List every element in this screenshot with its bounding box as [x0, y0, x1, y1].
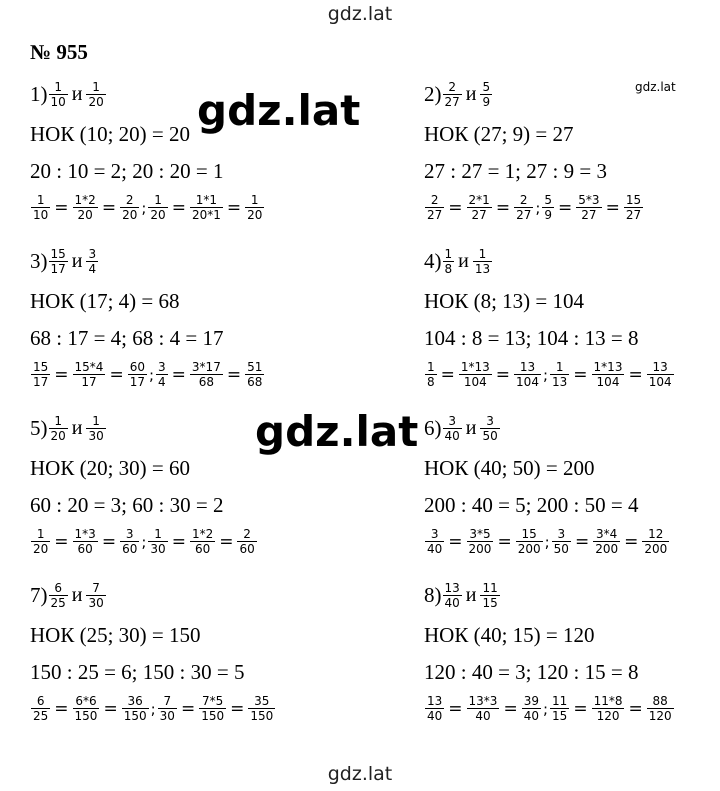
denominator: 8 — [444, 262, 453, 276]
numerator: 5 — [482, 80, 491, 94]
problem-header — [424, 247, 493, 276]
numerator: 3 — [425, 527, 444, 542]
equals-sign: = — [605, 197, 620, 218]
equals-sign: = — [628, 364, 643, 385]
numerator: 6 — [49, 581, 68, 596]
numerator: 1 — [550, 360, 569, 375]
denominator: 20 — [150, 208, 166, 222]
equals-sign: = — [180, 698, 196, 719]
equals-sign: = — [495, 197, 511, 218]
numerator: 1*3 — [74, 527, 96, 541]
numerator: 2 — [425, 193, 444, 208]
numerator: 1 — [473, 247, 492, 262]
denominator: 15 — [482, 596, 498, 610]
conjunction: и — [458, 250, 469, 272]
numerator: 88 — [647, 694, 674, 709]
numerator: 13 — [427, 694, 443, 708]
equals-sign: = — [171, 531, 186, 552]
problem-label: 5) — [30, 416, 48, 440]
numerator: 2 — [514, 193, 533, 208]
fraction — [31, 694, 50, 723]
numerator: 1 — [444, 247, 453, 261]
numerator: 1 — [427, 360, 435, 374]
equals-sign: = — [54, 364, 69, 385]
numerator: 11 — [552, 694, 568, 708]
fraction — [542, 193, 554, 222]
denominator: 104 — [596, 375, 620, 389]
numerator: 13 — [514, 360, 541, 375]
equals-sign: = — [171, 197, 186, 218]
fraction — [624, 193, 643, 222]
fraction — [425, 527, 444, 556]
numerator: 3 — [443, 414, 462, 429]
equals-sign: = — [573, 698, 588, 719]
lcm-line: НОК (25; 30) = 150 — [30, 623, 201, 647]
equals-sign: = — [440, 364, 455, 385]
fraction — [425, 360, 437, 389]
denominator: 10 — [50, 95, 66, 109]
separator: ; — [535, 198, 541, 217]
numerator: 13 — [444, 581, 460, 595]
denominator: 200 — [595, 542, 619, 556]
lcm-line: НОК (40; 15) = 120 — [424, 623, 595, 647]
fraction-second — [473, 247, 492, 276]
numerator: 3*17 — [191, 360, 221, 374]
numerator: 3*4 — [593, 527, 620, 542]
problem-header — [30, 80, 107, 109]
equals-sign: = — [109, 364, 124, 385]
fraction — [122, 694, 149, 723]
fraction-second — [480, 414, 499, 443]
equals-sign: = — [574, 531, 590, 552]
denominator: 104 — [648, 375, 672, 389]
denominator: 27 — [444, 95, 460, 109]
fraction — [514, 193, 533, 222]
numerator: 1*13 — [460, 360, 490, 374]
fraction — [73, 193, 98, 222]
conjunction: и — [465, 417, 477, 439]
lcm-line: НОК (8; 13) = 104 — [424, 289, 585, 313]
fraction-second — [86, 247, 98, 276]
denominator: 20*1 — [191, 208, 221, 222]
numerator: 1 — [49, 80, 68, 95]
denominator: 60 — [239, 542, 255, 556]
denominator: 30 — [159, 709, 175, 723]
fraction — [550, 360, 569, 389]
numerator: 60 — [129, 360, 145, 374]
numerator: 1*1 — [190, 193, 223, 208]
watermark-big-1: gdz.lat — [197, 86, 361, 135]
problem-label: 3) — [30, 249, 48, 273]
numerator: 3 — [552, 527, 571, 542]
denominator: 27 — [625, 208, 642, 222]
fraction — [593, 527, 620, 556]
lcm-line: НОК (20; 30) = 60 — [30, 456, 191, 480]
denominator: 104 — [463, 375, 487, 389]
equals-sign: = — [495, 364, 511, 385]
denominator: 150 — [201, 709, 225, 723]
fraction — [237, 527, 256, 556]
numerator: 15 — [50, 247, 66, 261]
numerator: 1 — [245, 193, 264, 208]
fraction — [514, 360, 541, 389]
equation-line — [30, 360, 265, 389]
fraction — [73, 694, 100, 723]
numerator: 1*2 — [74, 193, 96, 207]
fraction — [199, 694, 226, 723]
fraction — [158, 694, 177, 723]
conjunction: и — [71, 250, 83, 272]
equals-sign: = — [497, 531, 512, 552]
denominator: 9 — [482, 95, 491, 109]
numerator: 1 — [31, 527, 50, 542]
fraction — [190, 527, 215, 556]
denominator: 30 — [88, 596, 104, 610]
equation-line — [30, 193, 265, 222]
denominator: 60 — [77, 542, 93, 556]
fraction-first — [443, 80, 462, 109]
numerator: 1*13 — [593, 360, 623, 374]
separator: ; — [150, 699, 156, 718]
fraction — [148, 527, 167, 556]
separator: ; — [542, 365, 549, 384]
separator: ; — [544, 532, 550, 551]
fraction-second — [86, 80, 105, 109]
fraction — [467, 527, 494, 556]
denominator: 120 — [596, 709, 620, 723]
problem-header — [424, 581, 501, 610]
numerator: 7*5 — [199, 694, 226, 709]
equals-sign: = — [448, 531, 463, 552]
fraction — [516, 527, 543, 556]
denominator: 50 — [553, 542, 569, 556]
fraction-first — [49, 581, 68, 610]
denominator: 60 — [122, 542, 138, 556]
fraction — [592, 360, 625, 389]
denominator: 15 — [552, 709, 568, 723]
denominator: 27 — [581, 208, 597, 222]
equation-line — [424, 360, 675, 389]
equals-sign: = — [171, 364, 186, 385]
division-line: 200 : 40 = 5; 200 : 50 = 4 — [424, 493, 639, 517]
equals-sign: = — [558, 197, 573, 218]
denominator: 25 — [33, 709, 49, 723]
equals-sign: = — [54, 531, 69, 552]
division-line: 27 : 27 = 1; 27 : 9 = 3 — [424, 159, 607, 183]
denominator: 10 — [33, 208, 49, 222]
fraction — [467, 193, 492, 222]
denominator: 40 — [523, 709, 539, 723]
denominator: 104 — [516, 375, 539, 389]
watermark-top: gdz.lat — [327, 3, 393, 25]
fraction-first — [49, 247, 68, 276]
denominator: 4 — [158, 375, 166, 389]
numerator: 15 — [516, 527, 543, 542]
conjunction: и — [465, 83, 477, 105]
division-line: 60 : 20 = 3; 60 : 30 = 2 — [30, 493, 224, 517]
lcm-line: НОК (17; 4) = 68 — [30, 289, 180, 313]
division-line: 104 : 8 = 13; 104 : 13 = 8 — [424, 326, 639, 350]
denominator: 150 — [123, 709, 147, 723]
denominator: 40 — [427, 709, 443, 723]
denominator: 200 — [644, 542, 668, 556]
fraction — [120, 527, 139, 556]
equals-sign: = — [226, 364, 242, 385]
separator: ; — [141, 532, 147, 551]
numerator: 1 — [49, 414, 68, 429]
problem-header — [30, 247, 99, 276]
numerator: 3 — [158, 360, 166, 374]
fraction — [248, 694, 275, 723]
fraction — [73, 527, 98, 556]
denominator: 13 — [552, 375, 568, 389]
numerator: 39 — [523, 694, 539, 708]
problem-label: 7) — [30, 583, 48, 607]
numerator: 36 — [122, 694, 149, 709]
numerator: 2 — [237, 527, 256, 542]
equals-sign: = — [101, 197, 117, 218]
numerator: 6*6 — [73, 694, 100, 709]
numerator: 15*4 — [74, 360, 104, 374]
equation-line — [30, 694, 276, 723]
division-line: 120 : 40 = 3; 120 : 15 = 8 — [424, 660, 639, 684]
equals-sign: = — [226, 197, 242, 218]
denominator: 13 — [474, 262, 491, 276]
division-line: 150 : 25 = 6; 150 : 30 = 5 — [30, 660, 245, 684]
fraction — [190, 193, 223, 222]
separator: ; — [148, 365, 155, 384]
division-line: 20 : 10 = 2; 20 : 20 = 1 — [30, 159, 224, 183]
equation-line — [424, 527, 670, 556]
numerator: 12 — [642, 527, 669, 542]
separator: ; — [141, 198, 147, 217]
denominator: 40 — [475, 709, 491, 723]
equals-sign: = — [54, 698, 69, 719]
denominator: 200 — [517, 542, 541, 556]
fraction — [31, 193, 50, 222]
denominator: 68 — [198, 375, 215, 389]
denominator: 17 — [81, 375, 97, 389]
denominator: 40 — [427, 542, 443, 556]
fraction-second — [480, 581, 499, 610]
fraction — [31, 527, 50, 556]
fraction-first — [49, 414, 68, 443]
fraction — [642, 527, 669, 556]
denominator: 150 — [74, 709, 98, 723]
denominator: 20 — [50, 429, 66, 443]
numerator: 51 — [247, 360, 263, 374]
watermark-small: gdz.lat — [635, 80, 676, 94]
fraction-first — [443, 414, 462, 443]
denominator: 17 — [129, 375, 145, 389]
denominator: 20 — [33, 542, 49, 556]
numerator: 1 — [148, 527, 167, 542]
fraction — [245, 360, 264, 389]
numerator: 2 — [443, 80, 462, 95]
fraction — [31, 360, 50, 389]
fraction-second — [86, 414, 105, 443]
numerator: 13*3 — [468, 694, 498, 708]
problem-header — [30, 581, 107, 610]
fraction — [467, 694, 500, 723]
numerator: 5 — [544, 193, 553, 207]
separator: ; — [542, 699, 549, 718]
fraction — [550, 694, 569, 723]
conjunction: и — [465, 584, 477, 606]
denominator: 25 — [50, 596, 66, 610]
conjunction: и — [71, 584, 83, 606]
denominator: 17 — [50, 262, 66, 276]
numerator: 15 — [33, 360, 49, 374]
equation-line — [424, 694, 675, 723]
fraction — [592, 694, 625, 723]
task-title: № 955 — [30, 40, 88, 64]
denominator: 27 — [471, 208, 487, 222]
denominator: 60 — [194, 542, 211, 556]
equals-sign: = — [54, 197, 69, 218]
denominator: 17 — [33, 375, 49, 389]
denominator: 30 — [88, 429, 104, 443]
denominator: 20 — [247, 208, 263, 222]
equation-line — [424, 193, 644, 222]
problem-header — [424, 80, 493, 109]
fraction — [647, 360, 674, 389]
numerator: 11 — [482, 581, 498, 595]
fraction-first — [443, 247, 455, 276]
problem-label: 8) — [424, 583, 442, 607]
fraction — [522, 694, 541, 723]
fraction — [73, 360, 106, 389]
equals-sign: = — [101, 531, 117, 552]
equation-line — [30, 527, 258, 556]
equals-sign: = — [219, 531, 234, 552]
numerator: 3*5 — [467, 527, 494, 542]
denominator: 20 — [88, 95, 104, 109]
conjunction: и — [71, 83, 83, 105]
numerator: 2*1 — [468, 193, 490, 207]
fraction-second — [480, 80, 492, 109]
fraction — [576, 193, 601, 222]
fraction — [425, 694, 444, 723]
numerator: 1 — [86, 80, 105, 95]
equals-sign: = — [573, 364, 588, 385]
numerator: 3 — [88, 247, 97, 261]
problem-header — [30, 414, 107, 443]
fraction — [148, 193, 167, 222]
lcm-line: НОК (27; 9) = 27 — [424, 122, 574, 146]
fraction — [128, 360, 147, 389]
numerator: 35 — [248, 694, 275, 709]
denominator: 40 — [444, 429, 460, 443]
problem-label: 4) — [424, 249, 442, 273]
numerator: 7 — [86, 581, 105, 596]
problem-label: 6) — [424, 416, 442, 440]
division-line: 68 : 17 = 4; 68 : 4 = 17 — [30, 326, 224, 350]
lcm-line: НОК (10; 20) = 20 — [30, 122, 191, 146]
denominator: 200 — [468, 542, 492, 556]
numerator: 3 — [480, 414, 499, 429]
denominator: 4 — [88, 262, 97, 276]
numerator: 15 — [625, 193, 642, 207]
denominator: 27 — [516, 208, 532, 222]
lcm-line: НОК (40; 50) = 200 — [424, 456, 595, 480]
denominator: 150 — [250, 709, 274, 723]
numerator: 5*3 — [578, 193, 600, 207]
numerator: 6 — [31, 694, 50, 709]
denominator: 30 — [150, 542, 166, 556]
fraction — [425, 193, 444, 222]
equals-sign: = — [624, 531, 639, 552]
numerator: 7 — [158, 694, 177, 709]
watermark-bottom: gdz.lat — [327, 763, 393, 785]
equals-sign: = — [628, 698, 643, 719]
equals-sign: = — [103, 698, 118, 719]
fraction — [120, 193, 139, 222]
fraction-second — [86, 581, 105, 610]
equals-sign: = — [503, 698, 518, 719]
numerator: 1 — [31, 193, 50, 208]
numerator: 1*2 — [191, 527, 214, 541]
equals-sign: = — [448, 197, 463, 218]
fraction — [245, 193, 264, 222]
denominator: 27 — [427, 208, 443, 222]
numerator: 3 — [120, 527, 139, 542]
problem-label: 1) — [30, 82, 48, 106]
denominator: 20 — [122, 208, 138, 222]
fraction — [459, 360, 492, 389]
fraction-first — [49, 80, 68, 109]
watermark-big-2: gdz.lat — [255, 407, 419, 456]
denominator: 50 — [482, 429, 498, 443]
problem-header — [424, 414, 501, 443]
fraction — [156, 360, 168, 389]
fraction-first — [443, 581, 462, 610]
denominator: 120 — [648, 709, 672, 723]
denominator: 9 — [544, 208, 553, 222]
numerator: 1 — [148, 193, 167, 208]
equals-sign: = — [230, 698, 245, 719]
fraction — [647, 694, 674, 723]
denominator: 8 — [427, 375, 435, 389]
numerator: 11*8 — [593, 694, 623, 708]
denominator: 68 — [247, 375, 263, 389]
fraction — [190, 360, 223, 389]
numerator: 13 — [647, 360, 674, 375]
fraction — [552, 527, 571, 556]
equals-sign: = — [448, 698, 463, 719]
problem-label: 2) — [424, 82, 442, 106]
denominator: 20 — [77, 208, 93, 222]
conjunction: и — [71, 417, 83, 439]
numerator: 2 — [120, 193, 139, 208]
denominator: 40 — [444, 596, 460, 610]
numerator: 1 — [86, 414, 105, 429]
